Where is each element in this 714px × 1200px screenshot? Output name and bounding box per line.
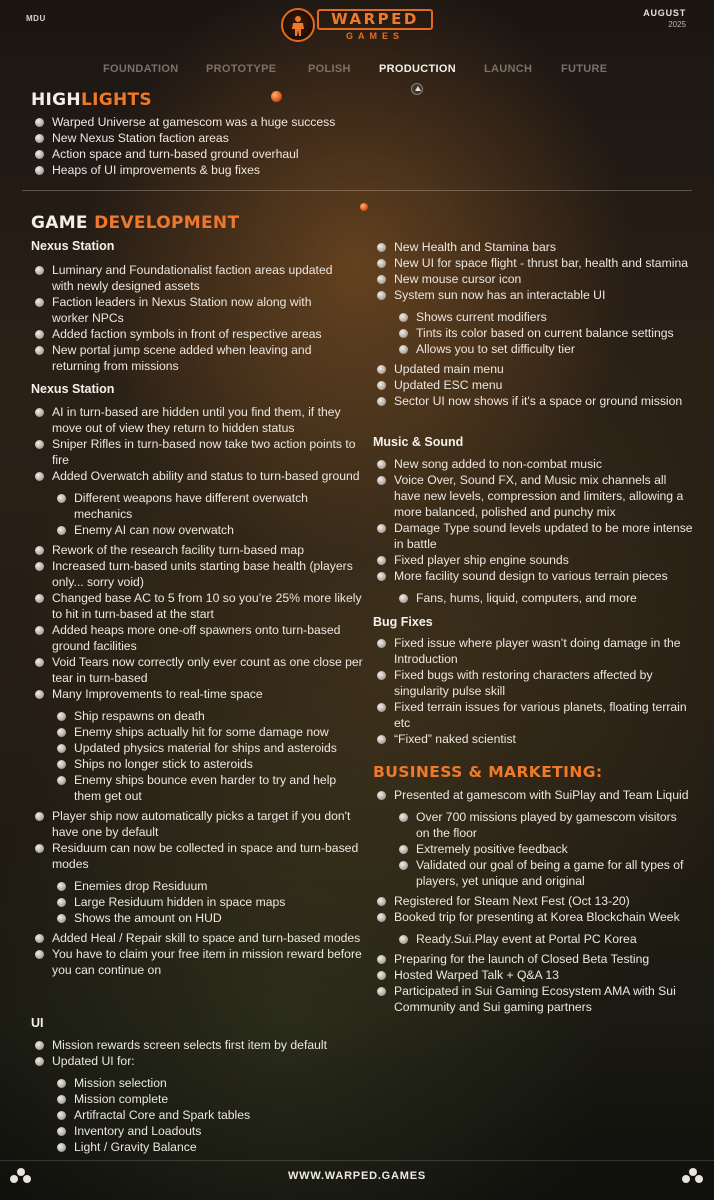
sub-list-item: Allows you to set difficulty tier — [394, 341, 691, 357]
sub-list-item: Updated physics material for ships and asteroids — [52, 740, 363, 756]
sub-list-item: Ready.Sui.Play event at Portal PC Korea — [394, 931, 693, 947]
sub-list — [52, 878, 363, 926]
list-item: Added Heal / Repair skill to space and turn-based modes — [31, 930, 363, 946]
game-dev-title-a: GAME — [31, 213, 95, 233]
bug-fixes-list — [373, 635, 693, 747]
list-item: Updated ESC menu — [373, 377, 691, 393]
nav-item-prototype[interactable]: PROTOTYPE — [206, 63, 277, 75]
sub-list-item: Ships no longer stick to asteroids — [52, 756, 363, 772]
list-item: AI in turn-based are hidden until you find them, if they move out of view they return to hidden status — [31, 404, 363, 436]
list-item-text: Presented at gamescom with SuiPlay and Team Liquid — [394, 788, 689, 802]
music-sound-heading: Music & Sound — [373, 435, 464, 449]
list-item: Changed base AC to 5 from 10 so you’re 25% more likely to hit in turn-based at the start — [31, 590, 363, 622]
list-item: Fixed terrain issues for various planets, floating terrain etc — [373, 699, 693, 731]
sub-list-item: Enemy ships bounce even harder to try and help them get out — [52, 772, 363, 804]
list-item-text: Updated UI for: — [52, 1054, 135, 1068]
sub-list — [52, 1075, 361, 1155]
highlights-list — [31, 114, 391, 178]
list-item: New song added to non-combat music — [373, 456, 693, 472]
sub-list-item: Enemies drop Residuum — [52, 878, 363, 894]
sub-list-item: Fans, hums, liquid, computers, and more — [394, 590, 693, 606]
list-item — [373, 787, 693, 889]
list-item: Player ship now automatically picks a target if you don't have one by default — [31, 808, 363, 840]
sub-list — [394, 309, 691, 357]
list-item: Fixed bugs with restoring characters affected by singularity pulse skill — [373, 667, 693, 699]
list-item: New Nexus Station faction areas — [31, 130, 391, 146]
turn-based-list — [31, 404, 363, 978]
list-item-text: System sun now has an interactable UI — [394, 288, 606, 302]
list-item: New UI for space flight - thrust bar, health and stamina — [373, 255, 691, 271]
sub-list-item: Shows the amount on HUD — [52, 910, 363, 926]
list-item: Fixed issue where player wasn’t doing damage in the Introduction — [373, 635, 693, 667]
date-block — [643, 8, 686, 29]
list-item: Mission rewards screen selects first item by default — [31, 1037, 361, 1053]
orb-decoration-icon — [271, 91, 282, 102]
game-dev-title — [31, 213, 239, 233]
sub-list — [52, 490, 363, 538]
sub-list-item: Light / Gravity Balance — [52, 1139, 361, 1155]
sub-list — [394, 590, 693, 606]
logo-wordmark: WARPED — [317, 9, 433, 30]
list-item: Voice Over, Sound FX, and Music mix channels all have new levels, compression and limiters, allowing a more balanced, polished and punchy mix — [373, 472, 693, 520]
list-item — [31, 1053, 361, 1155]
game-dev-title-b: DEVELOPMENT — [94, 213, 240, 233]
list-item: New mouse cursor icon — [373, 271, 691, 287]
list-item-text: Added Overwatch ability and status to turn-based ground — [52, 469, 360, 483]
nav-item-polish[interactable]: POLISH — [308, 63, 351, 75]
list-item: Added heaps more one-off spawners onto turn-based ground facilities — [31, 622, 363, 654]
list-item: Heaps of UI improvements & bug fixes — [31, 162, 391, 178]
list-item: Faction leaders in Nexus Station now along with worker NPCs — [31, 294, 351, 326]
current-stage-marker-icon — [411, 83, 423, 95]
warped-games-logo — [281, 8, 433, 44]
list-item — [373, 909, 693, 947]
sub-list-item: Inventory and Loadouts — [52, 1123, 361, 1139]
list-item — [373, 568, 693, 606]
sub-list-item: Mission complete — [52, 1091, 361, 1107]
orb-decoration-icon — [360, 203, 368, 211]
list-item: Updated main menu — [373, 361, 691, 377]
business-list — [373, 787, 693, 1015]
sub-list-item: Extremely positive feedback — [394, 841, 693, 857]
highlights-title-a: HIGH — [31, 90, 81, 110]
section-divider — [22, 190, 692, 191]
nav-item-production[interactable]: PRODUCTION — [379, 63, 456, 75]
list-item: Sniper Rifles in turn-based now take two action points to fire — [31, 436, 363, 468]
nexus-station-list — [31, 262, 351, 374]
list-item-text: Many Improvements to real-time space — [52, 687, 263, 701]
list-item-text: Booked trip for presenting at Korea Blockchain Week — [394, 910, 680, 924]
list-item: Warped Universe at gamescom was a huge success — [31, 114, 391, 130]
sub-list-item: Different weapons have different overwatch mechanics — [52, 490, 363, 522]
list-item — [31, 840, 363, 926]
sub-list — [52, 708, 363, 804]
year-label: 2025 — [668, 20, 686, 29]
list-item-text: More facility sound design to various terrain pieces — [394, 569, 668, 583]
list-item — [373, 287, 691, 357]
list-item: Added faction symbols in front of respective areas — [31, 326, 351, 342]
website-link[interactable]: WWW.WARPED.GAMES — [287, 1170, 427, 1182]
sub-list-item: Ship respawns on death — [52, 708, 363, 724]
list-item: “Fixed” naked scientist — [373, 731, 693, 747]
footer-divider — [0, 1160, 714, 1161]
list-item: Rework of the research facility turn-based map — [31, 542, 363, 558]
list-item: Void Tears now correctly only ever count as one close per tear in turn-based — [31, 654, 363, 686]
nav-item-future[interactable]: FUTURE — [561, 63, 608, 75]
cluster-right-icon — [682, 1168, 704, 1184]
list-item: Fixed player ship engine sounds — [373, 552, 693, 568]
sub-list-item: Mission selection — [52, 1075, 361, 1091]
list-item: Registered for Steam Next Fest (Oct 13-20) — [373, 893, 693, 909]
list-item: Hosted Warped Talk + Q&A 13 — [373, 967, 693, 983]
logo-subtitle: GAMES — [345, 31, 404, 41]
list-item: New Health and Stamina bars — [373, 239, 691, 255]
list-item: Preparing for the launch of Closed Beta Testing — [373, 951, 693, 967]
sub-list-item: Artifractal Core and Spark tables — [52, 1107, 361, 1123]
highlights-title — [31, 90, 152, 110]
sub-list-item: Validated our goal of being a game for all types of players, yet unique and original — [394, 857, 693, 889]
ui-updates-list — [373, 239, 691, 409]
music-sound-list — [373, 456, 693, 610]
highlights-title-b: LIGHTS — [80, 90, 152, 110]
nexus-station-heading: Nexus Station — [31, 239, 115, 253]
sub-list-item: Tints its color based on current balance settings — [394, 325, 691, 341]
list-item: Action space and turn-based ground overhaul — [31, 146, 391, 162]
list-item — [31, 686, 363, 804]
roadmap-nav — [0, 63, 714, 77]
list-item-text: Residuum can now be collected in space and turn-based modes — [52, 841, 359, 871]
list-item: Sector UI now shows if it's a space or ground mission — [373, 393, 691, 409]
nexus-station-heading-2: Nexus Station — [31, 382, 115, 396]
list-item: Increased turn-based units starting base health (players only... sorry void) — [31, 558, 363, 590]
sub-list-item: Large Residuum hidden in space maps — [52, 894, 363, 910]
sub-list-item: Over 700 missions played by gamescom visitors on the floor — [394, 809, 693, 841]
sub-list — [394, 809, 693, 889]
list-item: Participated in Sui Gaming Ecosystem AMA with Sui Community and Sui gaming partners — [373, 983, 693, 1015]
list-item: You have to claim your free item in mission reward before you can continue on — [31, 946, 363, 978]
bug-fixes-heading: Bug Fixes — [373, 615, 433, 629]
ui-list — [31, 1037, 361, 1159]
list-item: Damage Type sound levels updated to be more intense in battle — [373, 520, 693, 552]
month-label: AUGUST — [643, 8, 686, 18]
list-item: Luminary and Foundationalist faction areas updated with newly designed assets — [31, 262, 351, 294]
sub-list-item: Enemy ships actually hit for some damage now — [52, 724, 363, 740]
sub-list-item: Shows current modifiers — [394, 309, 691, 325]
ui-heading: UI — [31, 1016, 44, 1030]
business-marketing-title: BUSINESS & MARKETING: — [373, 763, 603, 781]
nav-item-launch[interactable]: LAUNCH — [484, 63, 533, 75]
nav-item-foundation[interactable]: FOUNDATION — [103, 63, 179, 75]
list-item: New portal jump scene added when leaving and returning from missions — [31, 342, 351, 374]
astronaut-icon — [281, 8, 315, 42]
sub-list-item: Enemy AI can now overwatch — [52, 522, 363, 538]
mdu-label: MDU — [26, 14, 46, 23]
list-item — [31, 468, 363, 538]
sub-list — [394, 931, 693, 947]
